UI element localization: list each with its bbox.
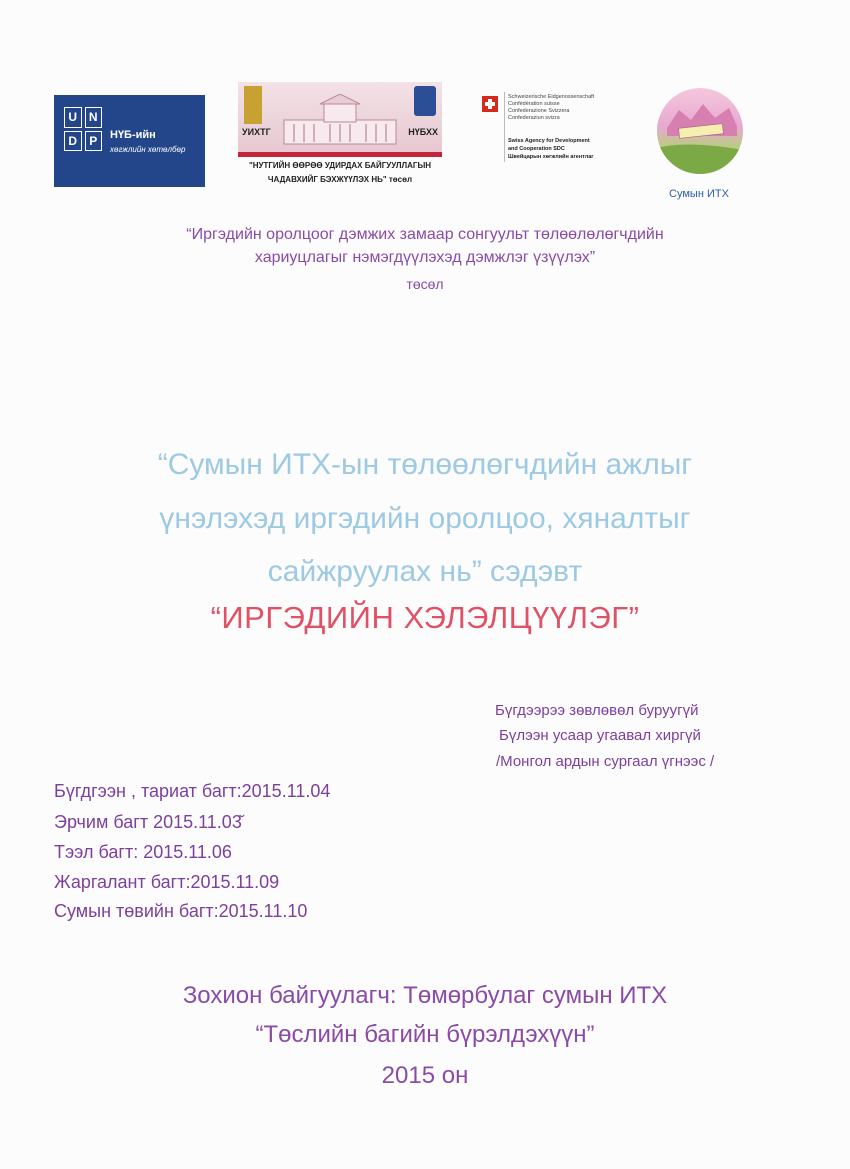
headline-line: “Сумын ИТХ-ын төлөөлөгчдийн ажлыг [157, 448, 693, 481]
project-line: “Иргэдийн оролцоог дэмжих замаар сонгуульт төлөөлөлөгчдийн [186, 226, 664, 243]
project-label: төсөл [406, 276, 444, 292]
undp-letter-grid [64, 107, 102, 175]
soyombo-icon [244, 86, 262, 124]
schedule-item: Бүгдгээн , тариат багт:2015.11.04 [54, 781, 331, 801]
headline-line: сайжруулах нь” сэдэвт [267, 555, 583, 588]
sdc-logo [482, 92, 622, 164]
sdc-line: Confederaziun svizra [508, 115, 560, 121]
organizer-line: Зохион байгуулагч: Төмөрбулаг сумын ИТХ [182, 982, 668, 1009]
swiss-cross-icon [482, 96, 498, 112]
undp-subtitle: хөгжлийн хөтөлбөр [110, 145, 186, 154]
undp-logo [54, 95, 205, 187]
schedule-item: Сумын төвийн багт:2015.11.10 [54, 901, 308, 921]
sdc-english: and Cooperation SDC [508, 146, 565, 152]
undp-name: НҮБ-ийн [110, 129, 156, 141]
year: 2015 он [381, 1062, 469, 1089]
divider [504, 92, 505, 162]
uihtg-label: УИХТГ [242, 127, 271, 137]
undp-letter: U [64, 107, 82, 128]
undp-letter: N [85, 107, 103, 128]
proverb-line: Бүлээн усаар угаавал хиргүй [499, 727, 701, 744]
itx-caption: Сумын ИТХ [669, 188, 729, 200]
undp-letter: P [85, 131, 103, 152]
page-title: “ИРГЭДИЙН ХЭЛЭЛЦҮҮЛЭГ” [210, 600, 640, 635]
sdc-english: Swiss Agency for Development [508, 138, 590, 144]
itx-logo [655, 88, 743, 206]
sdc-line: Confédération suisse [508, 101, 560, 107]
project-line: хариуцлагыг нэмэгдүүлэхэд дэмжлэг үзүүлэх” [254, 249, 596, 266]
proverb-source: /Монгол ардын сургаал үгнээс / [496, 753, 715, 770]
logo-caption: "НУТГИЙН ӨӨРӨӨ УДИРДАХ БАЙГУУЛЛАГЫН [248, 161, 432, 170]
uihtg-logo [238, 82, 442, 190]
landscape-emblem-icon [657, 88, 743, 174]
schedule-item: Жаргалант багт:2015.11.09 [54, 872, 280, 892]
sdc-line: Confederazione Svizzera [508, 108, 570, 114]
parliament-building-icon [280, 94, 400, 146]
sdc-line: Schweizerische Eidgenossenschaft [508, 94, 595, 100]
proverb-line: Бүгдээрээ зөвлөвөл буруугүй [495, 702, 699, 719]
schedule-item: Тээл багт: 2015.11.06 [54, 842, 232, 862]
sdc-mongolian: Швейцарын хөгжлийн агентлаг [508, 154, 594, 160]
undp-letter: D [64, 131, 82, 152]
divider [238, 152, 442, 157]
headline-line: үнэлэхэд иргэдийн оролцоо, хяналтыг [159, 502, 691, 535]
organizer-team: “Төслийн багийн бүрэлдэхүүн” [255, 1021, 595, 1048]
nubhh-label: НҮБХХ [408, 127, 438, 137]
logo-caption: ЧАДАВХИЙГ БЭХЖҮҮЛЭХ НЬ" төсөл [267, 175, 413, 184]
un-emblem-icon [414, 86, 436, 116]
schedule-item: Эрчим багт 2015.11.03̆ [54, 812, 242, 832]
